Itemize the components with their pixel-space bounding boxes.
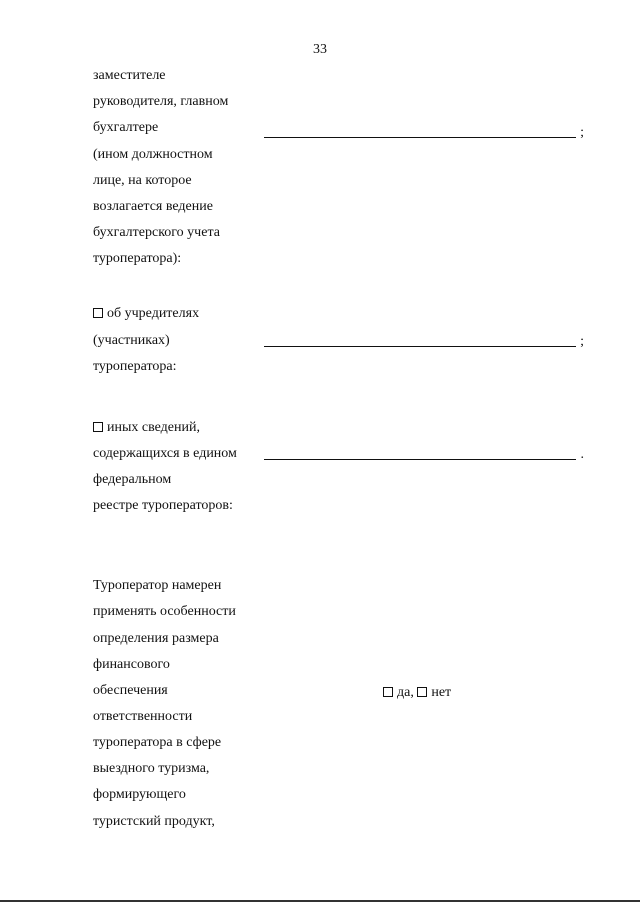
other-option[interactable] bbox=[93, 420, 200, 436]
features-line-8: выездного туризма, bbox=[93, 761, 210, 776]
yes-label: да, bbox=[397, 685, 414, 700]
features-line-6: ответственности bbox=[93, 709, 193, 724]
no-checkbox[interactable] bbox=[417, 687, 427, 697]
other-info-underline bbox=[264, 459, 576, 460]
founders-label: об учредителях bbox=[107, 306, 200, 321]
other-label: иных сведений, bbox=[107, 420, 200, 435]
features-line-9: формирующего bbox=[93, 787, 186, 802]
head-label-line-1: заместителе bbox=[93, 68, 166, 83]
yes-option[interactable] bbox=[383, 685, 414, 701]
features-line-3: определения размера bbox=[93, 631, 219, 646]
yes-checkbox[interactable] bbox=[383, 687, 393, 697]
head-info-punct: ; bbox=[580, 125, 584, 140]
page-number: 33 bbox=[313, 42, 327, 57]
features-line-1: Туроператор намерен bbox=[93, 578, 222, 593]
other-label-line-4: реестре туроператоров: bbox=[93, 498, 233, 513]
head-label-line-7: бухгалтерского учета bbox=[93, 225, 220, 240]
no-label: нет bbox=[431, 685, 452, 700]
head-label-line-8: туроператора): bbox=[93, 251, 182, 266]
founders-info-underline bbox=[264, 346, 576, 347]
head-label-line-6: возлагается ведение bbox=[93, 199, 213, 214]
other-label-line-2: содержащихся в едином bbox=[93, 446, 237, 461]
other-info-punct: . bbox=[580, 447, 584, 462]
features-line-4: финансового bbox=[93, 657, 170, 672]
head-label-line-5: лице, на которое bbox=[93, 173, 192, 188]
features-line-10: туристский продукт, bbox=[93, 814, 215, 829]
head-label-line-2: руководителя, главном bbox=[93, 94, 229, 109]
other-info-field[interactable] bbox=[264, 446, 584, 462]
head-info-underline bbox=[264, 137, 576, 138]
founders-option[interactable] bbox=[93, 306, 199, 322]
yes-no-choice bbox=[383, 685, 451, 701]
head-label-line-4: (ином должностном bbox=[93, 147, 213, 162]
features-line-5: обеспечения bbox=[93, 683, 168, 698]
founders-checkbox[interactable] bbox=[93, 308, 103, 318]
other-label-line-3: федеральном bbox=[93, 472, 172, 487]
founders-info-punct: ; bbox=[580, 334, 584, 349]
features-line-2: применять особенности bbox=[93, 604, 236, 619]
head-info-field[interactable] bbox=[264, 124, 584, 140]
no-option[interactable] bbox=[417, 685, 451, 701]
founders-label-line-2: (участниках) bbox=[93, 333, 170, 348]
features-line-7: туроператора в сфере bbox=[93, 735, 222, 750]
founders-info-field[interactable] bbox=[264, 333, 584, 349]
other-checkbox[interactable] bbox=[93, 422, 103, 432]
founders-label-line-3: туроператора: bbox=[93, 359, 177, 374]
head-label-line-3: бухгалтере bbox=[93, 120, 159, 135]
